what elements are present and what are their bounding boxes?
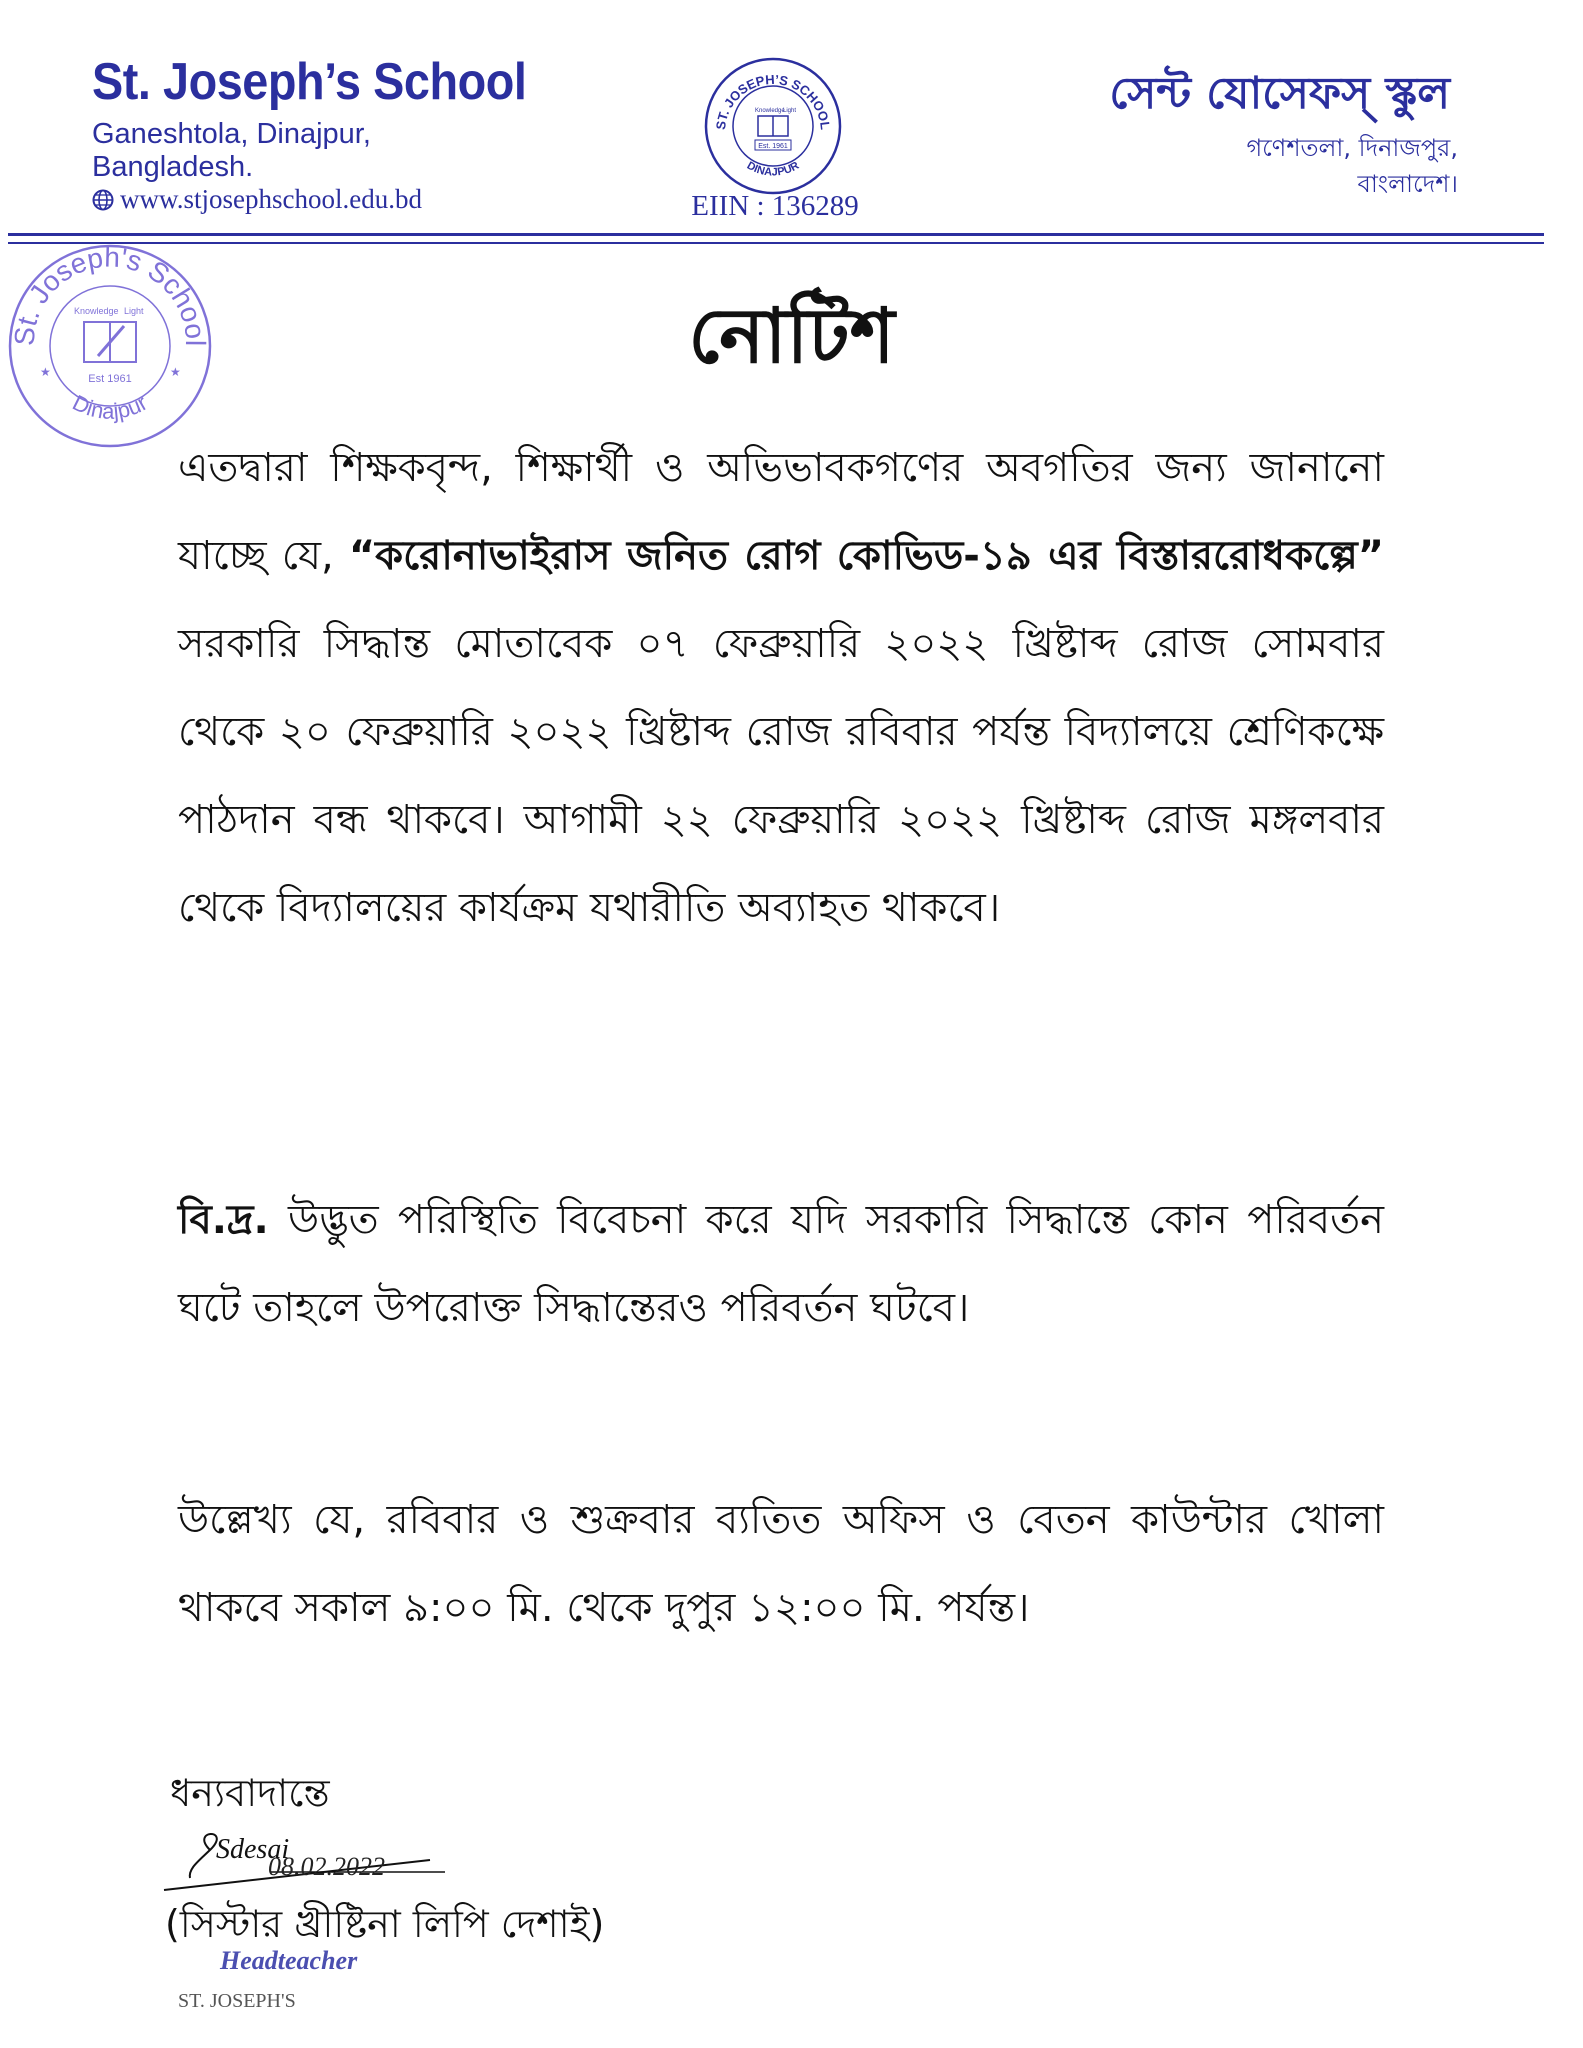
- note-label: বি.দ্র.: [178, 1197, 269, 1243]
- header-divider: [8, 233, 1544, 236]
- school-name-en: St. Joseph’s School: [92, 53, 527, 111]
- stamp-ring-text: St. Joseph's School: [8, 242, 212, 347]
- stamp-motto-right: Light: [124, 306, 144, 316]
- school-name-bn: সেন্ট যোসেফস্ স্কুল: [1109, 68, 1450, 119]
- office-hours-text: উল্লেখ্য যে, রবিবার ও শুক্রবার ব্যতিত অফিস ও বেতন কাউন্টার খোলা থাকবে সকাল ৯:০০ মি. থেকে দুপুর ১২:০০ মি. পর্যন্ত।: [178, 1497, 1384, 1631]
- address-bn-line1: গণেশতলা, দিনাজপুর,: [1246, 134, 1458, 162]
- notice-paragraph-main: [178, 424, 1384, 952]
- eiin-number: EIIN : 136289: [691, 190, 859, 222]
- svg-text:★: ★: [170, 365, 181, 379]
- address-en-line2: Bangladesh.: [92, 151, 254, 183]
- signatory-name: (সিস্টার খ্রীষ্টিনা লিপি দেশাই): [165, 1902, 605, 1946]
- closing-thanks: ধন্যবাদান্তে: [170, 1771, 330, 1815]
- signatory-role-sub: ST. JOSEPH'S: [178, 1990, 296, 2008]
- stamp-city-text: Dinajpur: [68, 389, 152, 424]
- address-en: [92, 118, 371, 184]
- stamp-motto-left: Knowledge: [74, 306, 119, 316]
- notice-p1-intro: এতদ্বারা শিক্ষকবৃন্দ, শিক্ষার্থী ও অভিভাবকগণের অবগতির জন্য জানানো যাচ্ছে যে,: [178, 445, 1384, 579]
- notice-paragraph-office-hours: [178, 1476, 1384, 1652]
- notice-paragraph-note: [178, 1176, 1384, 1352]
- school-seal-logo: [703, 56, 843, 196]
- website-link[interactable]: www.stjosephschool.edu.bd: [120, 184, 422, 214]
- header-divider-thin: [8, 242, 1544, 244]
- notice-p1-body: সরকারি সিদ্ধান্ত মোতাবেক ০৭ ফেব্রুয়ারি ২০২২ খ্রিষ্টাব্দ রোজ সোমবার থেকে ২০ ফেব্রুয়ারি ২০২২ খ্রিষ্টাব্দ রোজ রবিবার পর্যন্ত বিদ্যালয়ে শ্রেণিকক্ষে পাঠদান বন্ধ থাকবে। আগামী ২২ ফেব্রুয়ারি ২০২২ খ্রিষ্টাব্দ রোজ মঙ্গলবার থেকে বিদ্যালয়ের কার্যক্রম যথারীতি অব্যাহত থাকবে।: [178, 621, 1384, 931]
- seal-ring-text: ST. JOSEPH’S SCHOOL: [712, 71, 834, 131]
- address-bn-line2: বাংলাদেশ।: [1357, 170, 1458, 198]
- notice-title: নোটিশ: [688, 291, 895, 380]
- seal-city-text: DINAJPUR: [744, 159, 802, 179]
- seal-est: Est. 1961: [758, 143, 788, 150]
- seal-motto-left: Knowledge: [755, 108, 785, 114]
- svg-text:DINAJPUR: [745, 160, 801, 179]
- globe-icon: [92, 189, 114, 211]
- stamp-est: Est 1961: [88, 373, 132, 385]
- address-bn: [1246, 130, 1458, 202]
- svg-text:★: ★: [40, 365, 51, 379]
- note-text: উদ্ভুত পরিস্থিতি বিবেচনা করে যদি সরকারি সিদ্ধান্তে কোন পরিবর্তন ঘটে তাহলে উপরোক্ত সিদ্ধান্তেরও পরিবর্তন ঘটবে।: [178, 1197, 1384, 1331]
- signature-text: Sdesai: [216, 1834, 290, 1865]
- signature-date: 08.02.2022: [268, 1852, 385, 1881]
- address-en-line1: Ganeshtola, Dinajpur,: [92, 118, 371, 150]
- website: [92, 184, 422, 215]
- signatory-role: Headteacher: [220, 1946, 358, 1975]
- notice-p1-emphasis: “করোনাভাইরাস জনিত রোগ কোভিড-১৯ এর বিস্তাররোধকল্পে”: [348, 533, 1384, 579]
- seal-motto-right: Light: [783, 108, 797, 114]
